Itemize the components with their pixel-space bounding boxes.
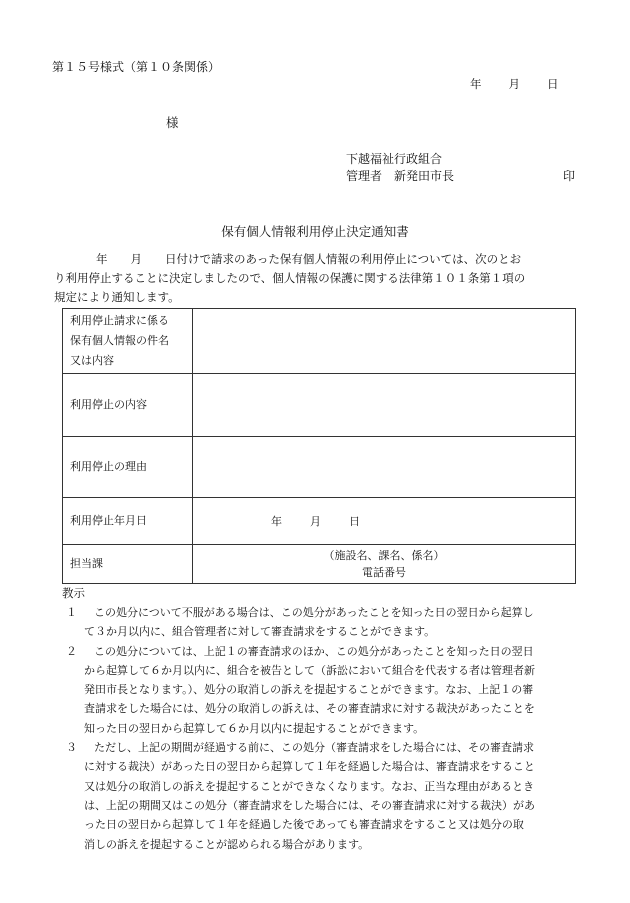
note-line: 知った日の翌日から起算して６か月以内に提起することができます。 (84, 721, 425, 735)
note-line: から起算して６か月以内に、組合を被告として（訴訟において組合を代表する者は管理者新 (84, 663, 535, 677)
notice-body-line-3: 規定により通知します。 (54, 290, 180, 304)
suspension-date-day: 日 (349, 515, 360, 528)
table-row (63, 498, 576, 545)
note-line: は、上記の期間又はこの処分（審査請求をした場合には、その審査請求に対する裁決）があ (84, 798, 535, 812)
note-number: ２ (66, 644, 77, 658)
issuer-name: 新発田市長 (394, 169, 455, 183)
note-number: １ (66, 606, 77, 619)
issuer-title: 管理者 (346, 169, 383, 183)
issue-date-year: 年 (470, 77, 482, 91)
note-line: ただし、上記の期間が経過する前に、この処分（審査請求をした場合には、その審査請求 (94, 741, 534, 755)
suspension-date-month: 月 (310, 515, 321, 528)
document-title: 保有個人情報利用停止決定通知書 (221, 224, 409, 239)
suspension-reason-value[interactable] (193, 437, 576, 498)
subject-label (63, 309, 193, 374)
issue-date-month: 月 (508, 77, 520, 91)
suspension-content-label: 利用停止の内容 (63, 374, 193, 437)
note-line: 消しの訴えを提起することが認められる場合があります。 (84, 837, 370, 851)
table-row (63, 374, 576, 437)
suspension-date-year: 年 (271, 515, 282, 528)
suspension-date-label: 利用停止年月日 (63, 498, 193, 545)
note-line: この処分について不服がある場合は、この処分があったことを知った日の翌日から起算し (94, 606, 534, 619)
table-row (63, 437, 576, 498)
suspension-content-value[interactable] (193, 374, 576, 437)
subject-label-line-2: 保有個人情報の件名 (70, 334, 169, 347)
note-line: この処分については、上記１の審査請求のほか、この処分があったことを知った日の翌日 (94, 644, 534, 658)
form-number: 第１５号様式（第１０条関係） (52, 60, 221, 74)
note-number: ３ (66, 741, 77, 755)
department-names: （施設名、課名、係名） (323, 549, 445, 562)
note-line: った日の翌日から起算して１年を経過した後であっても審査請求をすること又は処分の取 (84, 818, 524, 832)
list-item (66, 603, 580, 642)
list-item (66, 642, 580, 738)
department-value[interactable] (193, 545, 576, 584)
details-table (62, 308, 576, 584)
note-line: 又は処分の取消しの訴えを提起することができなくなります。なお、正当な理由があるとき (84, 779, 535, 793)
department-label: 担当課 (63, 545, 193, 584)
note-line: 査請求をした場合には、処分の取消しの訴えは、その審査請求に対する裁決があったことを (84, 702, 535, 716)
issuer-line (346, 167, 454, 184)
note-line: 発田市長となります。）、処分の取消しの訴えを提起することができます。なお、上記１の審 (84, 683, 534, 697)
issuer-organization: 下越福祉行政組合 (346, 152, 443, 166)
addressee-suffix: 様 (166, 115, 179, 130)
subject-value[interactable] (193, 309, 576, 374)
issue-date (470, 76, 559, 92)
notice-body-line-2: り利用停止することに決定しましたので、個人情報の保護に関する法律第１０１条第１項の (54, 271, 526, 285)
notes-heading: 教示 (62, 586, 85, 600)
issue-date-day: 日 (547, 77, 559, 91)
subject-label-line-3: 又は内容 (70, 354, 114, 367)
notes-list (66, 603, 580, 854)
table-row (63, 545, 576, 584)
suspension-reason-label: 利用停止の理由 (63, 437, 193, 498)
notice-body (54, 250, 576, 307)
notice-body-line-1: 年 月 日付けで請求のあった保有個人情報の利用停止については、次のとお (96, 252, 522, 266)
table-row (63, 309, 576, 374)
seal-mark: 印 (563, 169, 576, 183)
subject-label-line-1: 利用停止請求に係る (70, 314, 169, 327)
note-line: に対する裁決）があった日の翌日から起算して１年を経過した場合は、審査請求をすること (84, 760, 535, 774)
note-line: て３か月以内に、組合管理者に対して審査請求をすることができます。 (84, 625, 436, 639)
department-phone: 電話番号 (362, 566, 406, 579)
list-item (66, 738, 580, 854)
suspension-date-value[interactable] (193, 498, 576, 545)
